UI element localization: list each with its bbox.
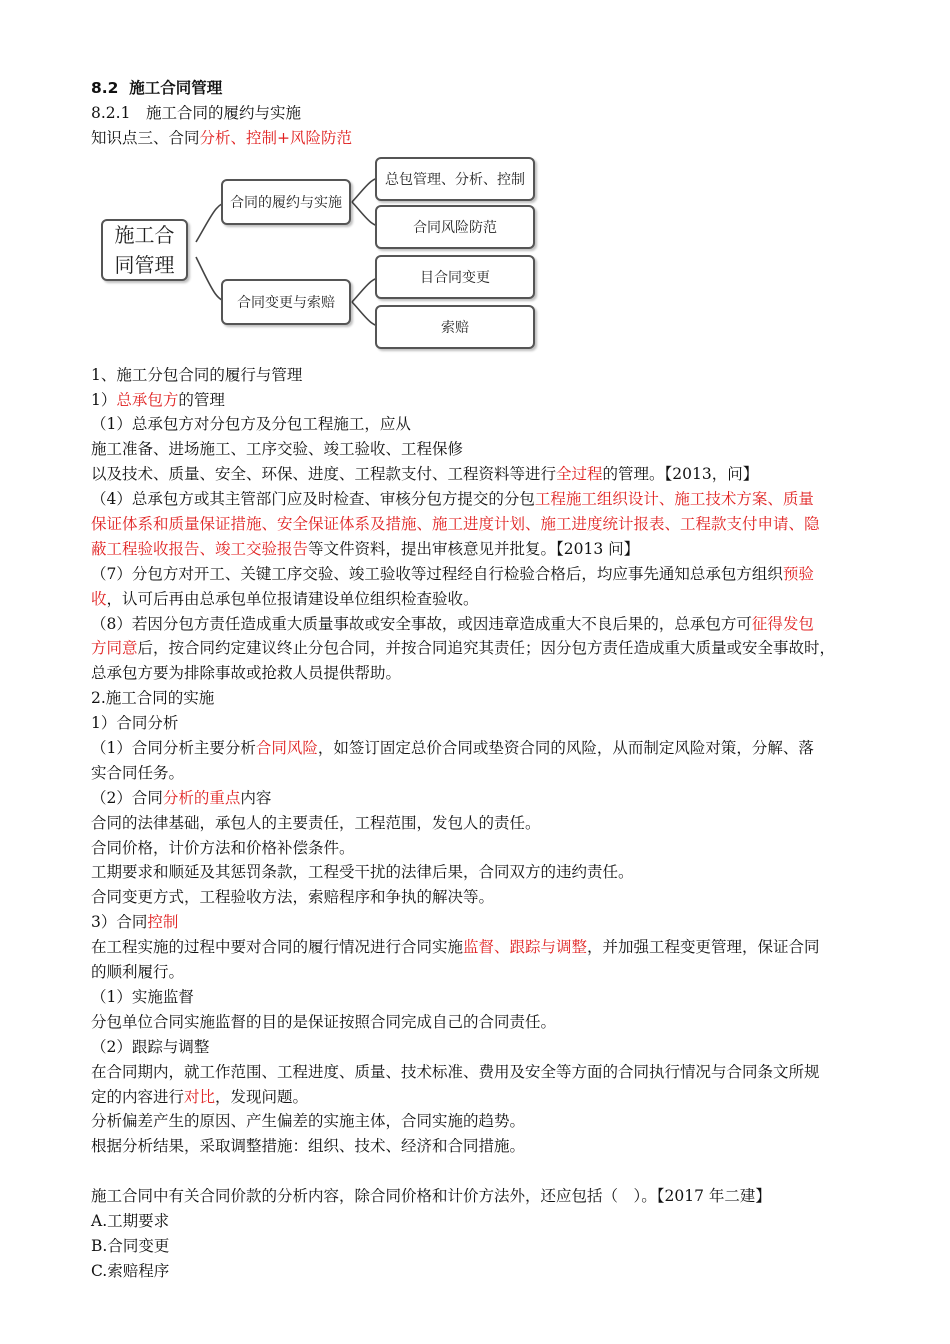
option-b: B.合同变更 bbox=[91, 1236, 170, 1255]
mind-leaf-general-management: 总包管理、分析、控制 bbox=[375, 157, 535, 201]
blank-spacer bbox=[91, 1159, 901, 1184]
section1-title: 1、施工分包合同的履行与管理 bbox=[91, 365, 303, 384]
mind-branch-performance: 合同的履约与实施 bbox=[221, 179, 351, 225]
s1-l4: （4）总承包方或其主管部门应及时检查、审核分包方提交的分包工程施工组织设计、施工技术方案、质量 bbox=[91, 490, 814, 509]
mind-leaf-claim: 索赔 bbox=[375, 305, 535, 349]
s1-l5: 保证体系和质量保证措施、安全保证体系及措施、施工进度计划、施工进度统计报表、工程款支付申请、隐 bbox=[91, 515, 820, 534]
s2-a7: 合同变更方式，工程验收方法，索赔程序和争执的解决等。 bbox=[91, 888, 495, 907]
s1-l9: （8）若因分包方责任造成重大质量事故或安全事故，或因违章造成重大不良后果的，总承包方可征得发包 bbox=[91, 614, 814, 633]
s1-l2: 施工准备、进场施工、工序交验、竣工验收、工程保修 bbox=[91, 440, 464, 459]
s2-a4: 合同的法律基础，承包人的主要责任，工程范围，发包人的责任。 bbox=[91, 813, 541, 832]
s2-c4: 分包单位合同实施监督的目的是保证按照合同完成自己的合同责任。 bbox=[91, 1012, 557, 1031]
document-page bbox=[91, 76, 901, 1284]
s2-c6: 在合同期内，就工作范围、工程进度、质量、技术标准、费用及安全等方面的合同执行情况与合同条文所规 bbox=[91, 1062, 820, 1081]
s1-l3: 以及技术、质量、安全、环保、进度、工程款支付、工程资料等进行全过程的管理。【2013，问】 bbox=[91, 465, 759, 484]
s2-c-title: 3）合同控制 bbox=[91, 913, 179, 932]
s1-l10: 方同意后，按合同约定建议终止分包合同，并按合同追究其责任；因分包方责任造成重大质量或安全事故时， bbox=[91, 639, 836, 658]
s2-c1: 在工程实施的过程中要对合同的履行情况进行合同实施监督、跟踪与调整，并加强工程变更管理，保证合同 bbox=[91, 938, 820, 957]
s1-l11: 总承包方要为排除事故或抢救人员提供帮助。 bbox=[91, 664, 402, 683]
s2-c9: 根据分析结果，采取调整措施：组织、技术、经济和合同措施。 bbox=[91, 1137, 526, 1156]
subsection-heading: 8.2.1 施工合同的履约与实施 bbox=[91, 103, 301, 122]
mind-branch-change-claim: 合同变更与索赔 bbox=[221, 279, 351, 325]
s2-c2: 的顺利履行。 bbox=[91, 963, 185, 982]
s2-a-title: 1）合同分析 bbox=[91, 714, 179, 733]
heading-title: 施工合同管理 bbox=[129, 79, 223, 97]
option-a: A.工期要求 bbox=[91, 1211, 170, 1230]
s2-a5: 合同价格，计价方法和价格补偿条件。 bbox=[91, 838, 355, 857]
s1-l1: （1）总承包方对分包方及分包工程施工，应从 bbox=[91, 415, 411, 434]
mind-map bbox=[101, 157, 561, 357]
s2-c8: 分析偏差产生的原因、产生偏差的实施主体，合同实施的趋势。 bbox=[91, 1112, 526, 1131]
question-stem: 施工合同中有关合同价款的分析内容，除合同价格和计价方法外，还应包括（ ）。【2017 年二建】 bbox=[91, 1187, 771, 1206]
s2-a1: （1）合同分析主要分析合同风险，如签订固定总价合同或垫资合同的风险，从而制定风险对策，分解、落 bbox=[91, 739, 814, 758]
mind-leaf-risk-prevention: 合同风险防范 bbox=[375, 205, 535, 249]
s2-a2: 实合同任务。 bbox=[91, 763, 185, 782]
s1-l8: 收，认可后再由总承包单位报请建设单位组织检查验收。 bbox=[91, 589, 479, 608]
s2-c5: （2）跟踪与调整 bbox=[91, 1037, 210, 1056]
s1-l7: （7）分包方对开工、关键工序交验、竣工验收等过程经自行检验合格后，均应事先通知总承包方组织预验 bbox=[91, 564, 814, 583]
section2-title: 2.施工合同的实施 bbox=[91, 689, 215, 708]
mind-root-node: 施工合 同管理 bbox=[101, 219, 188, 281]
knowledge-point-title: 知识点三、合同分析、控制+风险防范 bbox=[91, 128, 353, 147]
option-c: C.索赔程序 bbox=[91, 1261, 170, 1280]
s2-a6: 工期要求和顺延及其惩罚条款，工程受干扰的法律后果，合同双方的违约责任。 bbox=[91, 863, 634, 882]
section-heading bbox=[91, 76, 901, 101]
s1-p1: 1）总承包方的管理 bbox=[91, 390, 225, 409]
mind-leaf-contract-change: 目合同变更 bbox=[375, 255, 535, 299]
s2-a3: （2）合同分析的重点内容 bbox=[91, 788, 272, 807]
heading-number: 8.2 bbox=[91, 79, 119, 97]
s2-c3: （1）实施监督 bbox=[91, 987, 194, 1006]
s2-c7: 定的内容进行对比，发现问题。 bbox=[91, 1087, 309, 1106]
s1-l6: 蔽工程验收报告、竣工交验报告等文件资料，提出审核意见并批复。【2013 问】 bbox=[91, 539, 640, 558]
